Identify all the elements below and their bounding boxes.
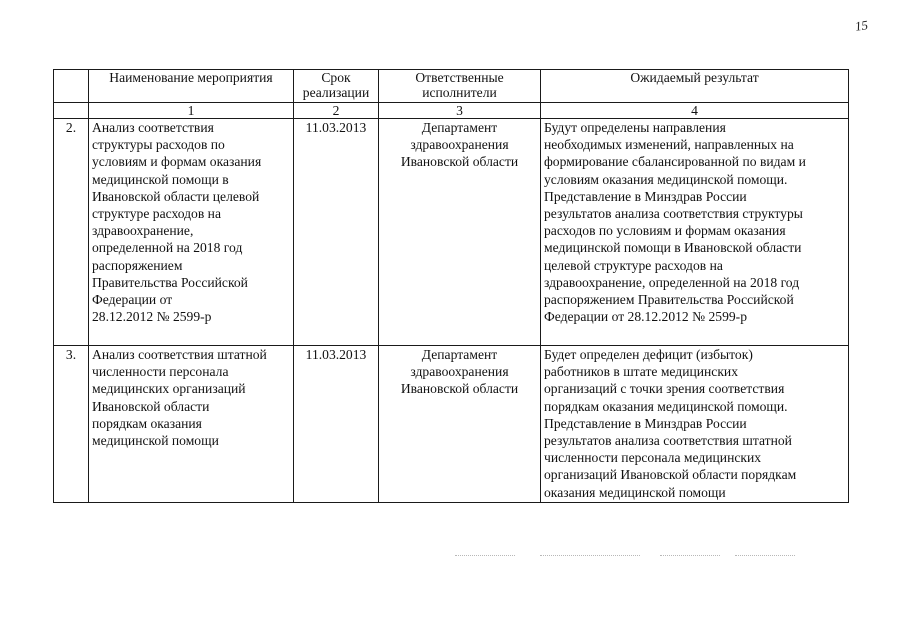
measure-name: Анализ соответствия штатной численности персонала медицинских организаций Ивановской области порядкам оказания медицинской помощи [89, 346, 294, 503]
scan-artifact [660, 555, 720, 557]
page-number-mark: 15 [853, 17, 869, 34]
table-row [54, 346, 849, 503]
header-date: Срок реализации [294, 70, 379, 103]
column-number: 3 [379, 103, 541, 119]
row-number: 2. [54, 119, 89, 346]
column-number [54, 103, 89, 119]
deadline: 11.03.2013 [294, 346, 379, 503]
column-number-row [54, 103, 849, 119]
header-num [54, 70, 89, 103]
scan-artifact [735, 555, 795, 557]
scan-artifact [455, 555, 515, 557]
responsible: Департамент здравоохранения Ивановской области [379, 119, 541, 346]
column-number: 4 [541, 103, 849, 119]
responsible: Департамент здравоохранения Ивановской области [379, 346, 541, 503]
column-number: 2 [294, 103, 379, 119]
deadline: 11.03.2013 [294, 119, 379, 346]
measures-table [53, 69, 849, 503]
header-name: Наименование мероприятия [89, 70, 294, 103]
expected-result: Будет определен дефицит (избыток) работников в штате медицинских организаций с точки зрения соответствия порядкам оказания медицинской помощи. Представление в Минздрав России результатов анализа соответствия штатной численности персонала медицинских организаций Ивановской области порядкам оказания медицинской помощи [541, 346, 849, 503]
expected-result: Будут определены направления необходимых изменений, направленных на формирование сбалансированной по видам и условиям оказания медицинской помощи. Представление в Минздрав России результатов анализа соответствия структуры расходов по условиям и формам оказания медицинской помощи в Ивановской области целевой структуре расходов на здравоохранение, определенной на 2018 год распоряжением Правительства Российской Федерации от 28.12.2012 № 2599-р [541, 119, 849, 346]
measure-name: Анализ соответствия структуры расходов по условиям и формам оказания медицинской помощи в Ивановской области целевой структуре расходов на здравоохранение, определенной на 2018 год распоряжением Правительства Российской Федерации от 28.12.2012 № 2599-р [89, 119, 294, 346]
column-number: 1 [89, 103, 294, 119]
table-header-row [54, 70, 849, 103]
header-result: Ожидаемый результат [541, 70, 849, 103]
table-row [54, 119, 849, 346]
header-responsible: Ответственные исполнители [379, 70, 541, 103]
row-number: 3. [54, 346, 89, 503]
scan-artifact [540, 555, 640, 557]
